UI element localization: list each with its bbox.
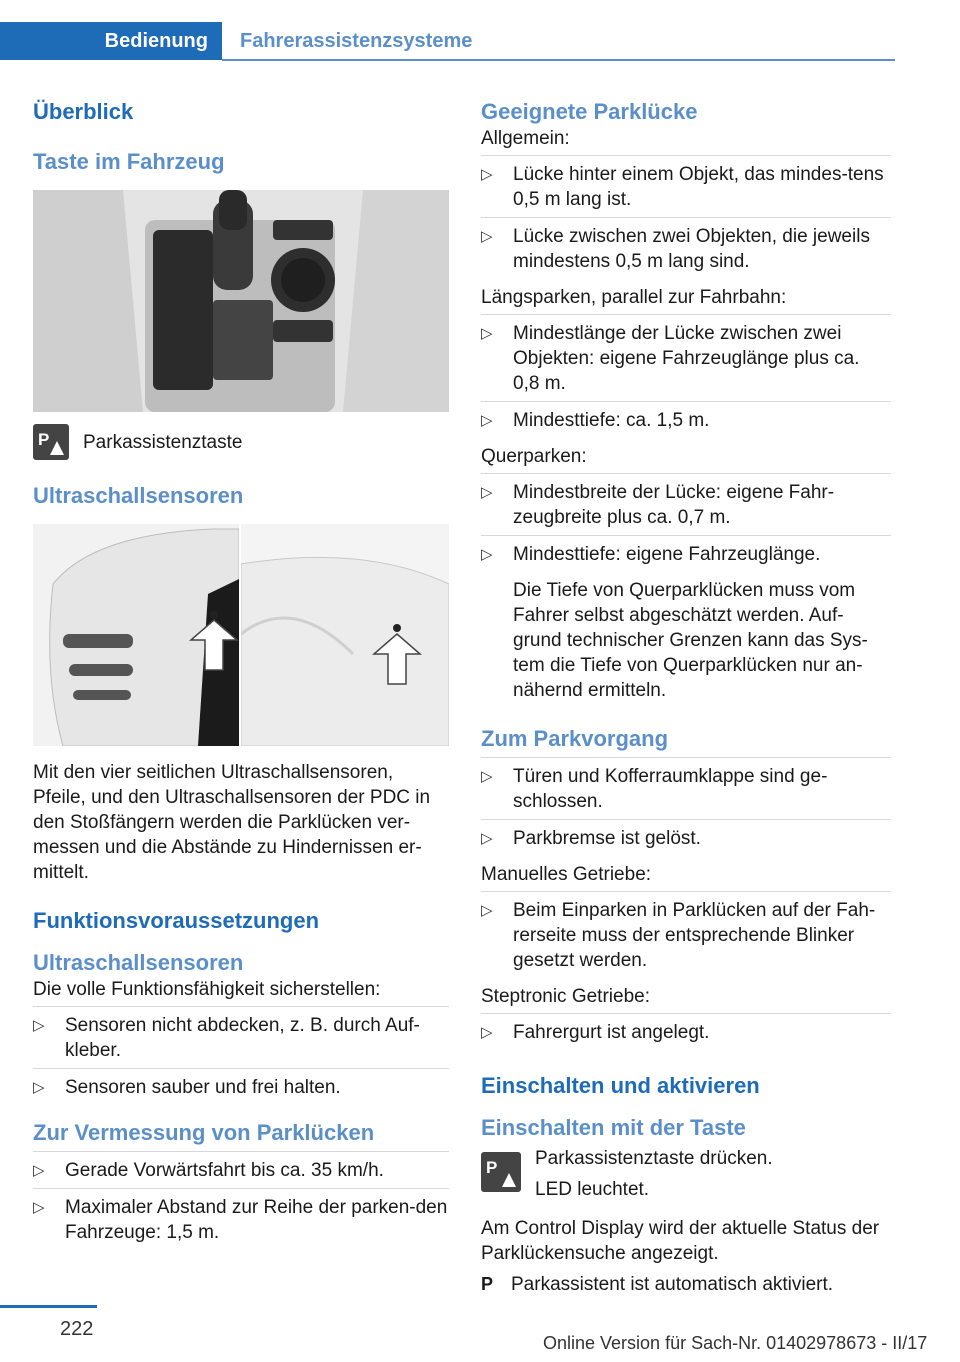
- heading-measure-gaps: Zur Vermessung von Parklücken: [33, 1120, 375, 1145]
- list-item: ▷ Fahrergurt ist angelegt.: [481, 1013, 891, 1050]
- measure-list: [33, 1151, 449, 1250]
- left-column: [33, 98, 449, 1250]
- parking-assistant-icon: P: [481, 1152, 521, 1192]
- led-text: LED leuchtet.: [535, 1179, 650, 1200]
- right-column: [481, 98, 891, 1297]
- procedure-list: [481, 757, 891, 856]
- parking-assistant-status-icon: P: [481, 1274, 494, 1294]
- parallel-label: Längsparken, parallel zur Fahrbahn:: [481, 287, 787, 308]
- parking-assistant-icon: P: [33, 424, 69, 460]
- list-item: ▷ Parkbremse ist gelöst.: [481, 819, 891, 856]
- heading-switch-on-button: Einschalten mit der Taste: [481, 1115, 746, 1140]
- button-caption-row: [33, 424, 449, 460]
- ultrasonic-sensors-photo: [33, 524, 449, 746]
- perpendicular-note: Die Tiefe von Querparklücken muss vom Fahrer selbst abgeschätzt werden. Auf-grund technischer Grenzen kann das Sys-tem die Tiefe von Querparklücken nur an-nähernd ermitteln.: [513, 580, 868, 701]
- tab-fahrerassistenzsysteme[interactable]: Fahrerassistenzsysteme: [240, 29, 473, 52]
- heading-parking-procedure: Zum Parkvorgang: [481, 726, 669, 751]
- header-divider: [222, 59, 895, 61]
- list-item: ▷ Türen und Kofferraumklappe sind ge-schlossen.: [481, 757, 891, 819]
- steptronic-list: [481, 1013, 891, 1050]
- heading-overview: Überblick: [33, 99, 134, 124]
- list-item: ▷ Mindesttiefe: ca. 1,5 m.: [481, 401, 891, 438]
- center-console-photo: [33, 190, 449, 412]
- general-list: [481, 155, 891, 279]
- list-item: ▷ Mindestlänge der Lücke zwischen zwei Objekten: eigene Fahrzeuglänge plus ca. 0,8 m.: [481, 314, 891, 401]
- list-item: ▷ Lücke zwischen zwei Objekten, die jeweils mindestens 0,5 m lang sind.: [481, 217, 891, 279]
- auto-activated-row: [481, 1272, 891, 1297]
- perpendicular-list: [481, 473, 891, 572]
- heading-requirements: Funktionsvoraussetzungen: [33, 908, 320, 933]
- general-label: Allgemein:: [481, 128, 570, 149]
- list-item: ▷ Sensoren nicht abdecken, z. B. durch Auf-kleber.: [33, 1006, 449, 1068]
- caption-parking-assistant-button: Parkassistenztaste: [83, 431, 243, 453]
- press-button-row: [481, 1146, 891, 1202]
- perpendicular-label: Querparken:: [481, 446, 587, 467]
- manual-list: [481, 891, 891, 978]
- footer-divider: [0, 1305, 97, 1308]
- tab-bedienung[interactable]: Bedienung: [0, 22, 222, 60]
- manual-transmission-label: Manuelles Getriebe:: [481, 864, 652, 885]
- heading-button-in-vehicle: Taste im Fahrzeug: [33, 149, 225, 174]
- list-item: ▷ Lücke hinter einem Objekt, das mindes-tens 0,5 m lang ist.: [481, 155, 891, 217]
- heading-switch-on: Einschalten und aktivieren: [481, 1073, 760, 1098]
- list-item: ▷ Sensoren sauber und frei halten.: [33, 1068, 449, 1105]
- parallel-list: [481, 314, 891, 438]
- list-item: ▷ Beim Einparken in Parklücken auf der Fah-rerseite muss der entsprechende Blinker gesetzt werden.: [481, 891, 891, 978]
- ensure-list: [33, 1006, 449, 1105]
- list-item: ▷ Mindestbreite der Lücke: eigene Fahr-zeugbreite plus ca. 0,7 m.: [481, 473, 891, 535]
- press-text: Parkassistenztaste drücken.: [535, 1148, 773, 1169]
- heading-ultrasonic-sensors-2: Ultraschallsensoren: [33, 950, 244, 975]
- steptronic-label: Steptronic Getriebe:: [481, 986, 650, 1007]
- online-version-text: Online Version für Sach-Nr. 01402978673 - II/17: [543, 1333, 928, 1353]
- sensors-description: Mit den vier seitlichen Ultraschallsensoren, Pfeile, und den Ultraschallsensoren der PDC in den Stoßfängern werden die Parklücken ver-messen und die Abstände zu Hindernissen er-mittelt.: [33, 762, 431, 883]
- list-item: ▷ Gerade Vorwärtsfahrt bis ca. 35 km/h.: [33, 1151, 449, 1188]
- header-tabs: [0, 22, 895, 62]
- ensure-text: Die volle Funktionsfähigkeit sicherstellen:: [33, 979, 381, 1000]
- heading-ultrasonic-sensors: Ultraschallsensoren: [33, 483, 244, 508]
- auto-activated-text: Parkassistent ist automatisch aktiviert.: [511, 1274, 834, 1295]
- heading-suitable-gap: Geeignete Parklücke: [481, 99, 698, 124]
- control-display-text: Am Control Display wird der aktuelle Status der Parklückensuche angezeigt.: [481, 1218, 880, 1264]
- list-item: ▷ Mindesttiefe: eigene Fahrzeuglänge.: [481, 535, 891, 572]
- page-number: 222: [60, 1318, 94, 1340]
- list-item: ▷ Maximaler Abstand zur Reihe der parken-den Fahrzeuge: 1,5 m.: [33, 1188, 449, 1250]
